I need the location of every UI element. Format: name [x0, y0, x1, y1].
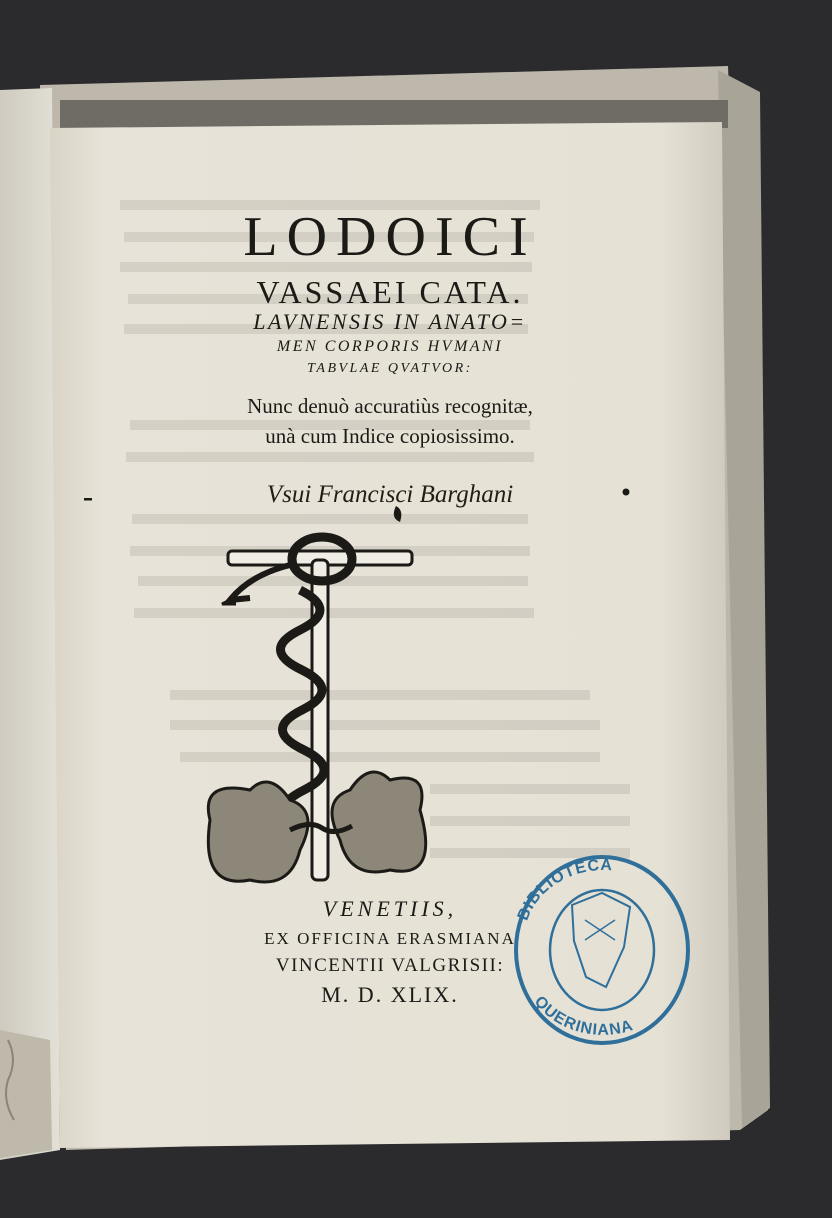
title-line5: TABVLAE QVATVOR:: [307, 361, 473, 376]
author-name-line2: VASSAEI CATA.: [256, 274, 524, 310]
imprint-publisher: VINCENTII VALGRISII:: [275, 955, 505, 976]
subtitle-line2: unà cum Indice copiosissimo.: [265, 424, 515, 448]
imprint-place: VENETIIS,: [322, 896, 458, 921]
ownership-inscription: Vsui Francisci Barghani: [266, 481, 514, 508]
imprint-year: M. D. XLIX.: [321, 982, 459, 1007]
author-name-line1: LODOICI: [243, 206, 537, 268]
title-line4: MEN CORPORIS HVMANI: [276, 338, 504, 355]
title-line3: LAVNENSIS IN ANATO=: [253, 309, 527, 334]
stamp-text-bottom: QUERINIANA: [530, 993, 636, 1039]
stamp-text-top: BIBLIOTECA: [514, 856, 614, 923]
left-page-edge: [0, 88, 60, 1160]
subtitle-line1: Nunc denuò accuratiùs recognitæ,: [247, 394, 533, 418]
imprint-printer: EX OFFICINA ERASMIANA: [264, 929, 516, 948]
